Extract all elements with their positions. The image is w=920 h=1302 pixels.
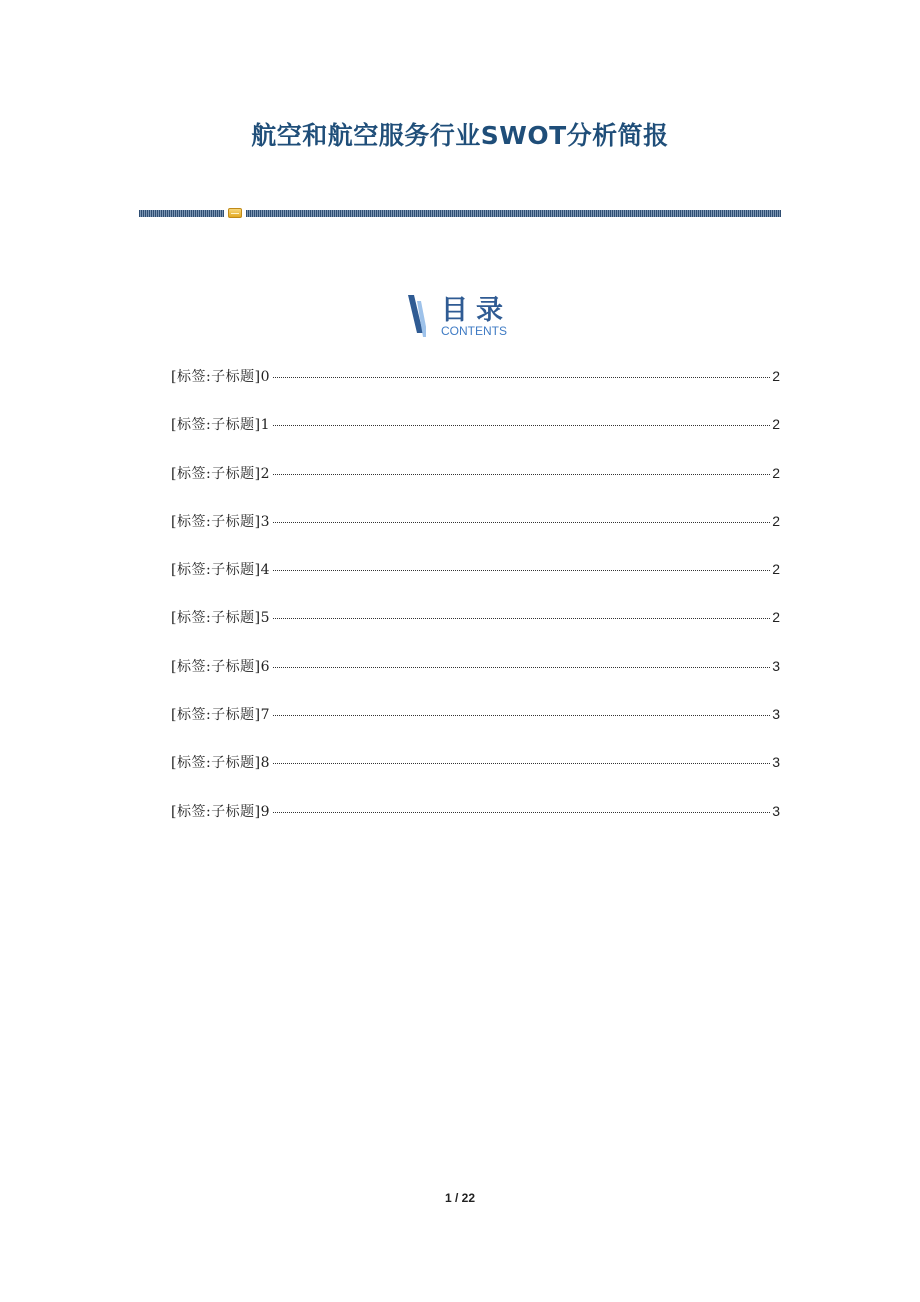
toc-entry[interactable] <box>171 414 780 462</box>
divider-bar-left <box>139 210 224 217</box>
toc-entry-label: [标签:子标题]0 <box>171 369 271 385</box>
toc-entry[interactable] <box>171 704 780 752</box>
toc-entry-page: 2 <box>772 561 780 578</box>
toc-entry-page: 2 <box>772 609 780 626</box>
document-title: 航空和航空服务行业SWOT分析简报 <box>251 121 669 150</box>
title-divider <box>139 208 781 218</box>
toc-entry[interactable] <box>171 511 780 559</box>
toc-dot-leader <box>273 474 770 475</box>
toc-dot-leader <box>273 570 770 571</box>
toc-entry-page: 2 <box>772 368 780 384</box>
toc-entry-label: [标签:子标题]3 <box>171 513 271 530</box>
toc-dot-leader <box>273 618 770 619</box>
toc-entry[interactable] <box>171 801 780 849</box>
toc-title: 目录 <box>441 295 511 326</box>
toc-entry[interactable] <box>171 463 780 511</box>
toc-entry-page: 3 <box>772 802 780 819</box>
toc-entry-label: [标签:子标题]4 <box>171 562 271 579</box>
toc-dot-leader <box>273 425 770 426</box>
toc-entry-label: [标签:子标题]6 <box>171 658 271 675</box>
page-number: 1 / 22 <box>444 1191 476 1205</box>
toc-entry-page: 3 <box>772 706 780 723</box>
toc-entry-label: [标签:子标题]1 <box>171 417 271 434</box>
toc-entry[interactable] <box>171 752 780 800</box>
toc-entry-page: 3 <box>772 657 780 674</box>
toc-entry-page: 2 <box>772 416 780 433</box>
toc-dot-leader <box>273 763 770 764</box>
toc-dot-leader <box>273 667 770 668</box>
toc-entry-label: [标签:子标题]8 <box>171 755 271 772</box>
toc-entry-label: [标签:子标题]2 <box>171 465 271 482</box>
toc-entry-label: [标签:子标题]7 <box>171 707 271 724</box>
toc-entry-page: 2 <box>772 464 780 481</box>
toc-heading <box>406 292 536 340</box>
toc-entry[interactable] <box>171 656 780 704</box>
toc-entry-page: 2 <box>772 512 780 529</box>
divider-bar-right <box>246 210 781 217</box>
toc-entry-page: 3 <box>772 754 780 771</box>
toc-subtitle: CONTENTS <box>441 324 507 338</box>
toc-entry[interactable] <box>171 559 780 607</box>
toc-list <box>171 366 780 849</box>
toc-dot-leader <box>273 377 770 378</box>
divider-emblem-icon <box>228 208 242 218</box>
toc-entry-label: [标签:子标题]9 <box>171 803 271 820</box>
toc-entry-label: [标签:子标题]5 <box>171 610 271 627</box>
toc-dot-leader <box>273 522 770 523</box>
toc-bookmark-icon <box>406 295 426 337</box>
toc-entry[interactable] <box>171 366 780 414</box>
toc-dot-leader <box>273 715 770 716</box>
toc-entry[interactable] <box>171 607 780 655</box>
toc-dot-leader <box>273 812 770 813</box>
